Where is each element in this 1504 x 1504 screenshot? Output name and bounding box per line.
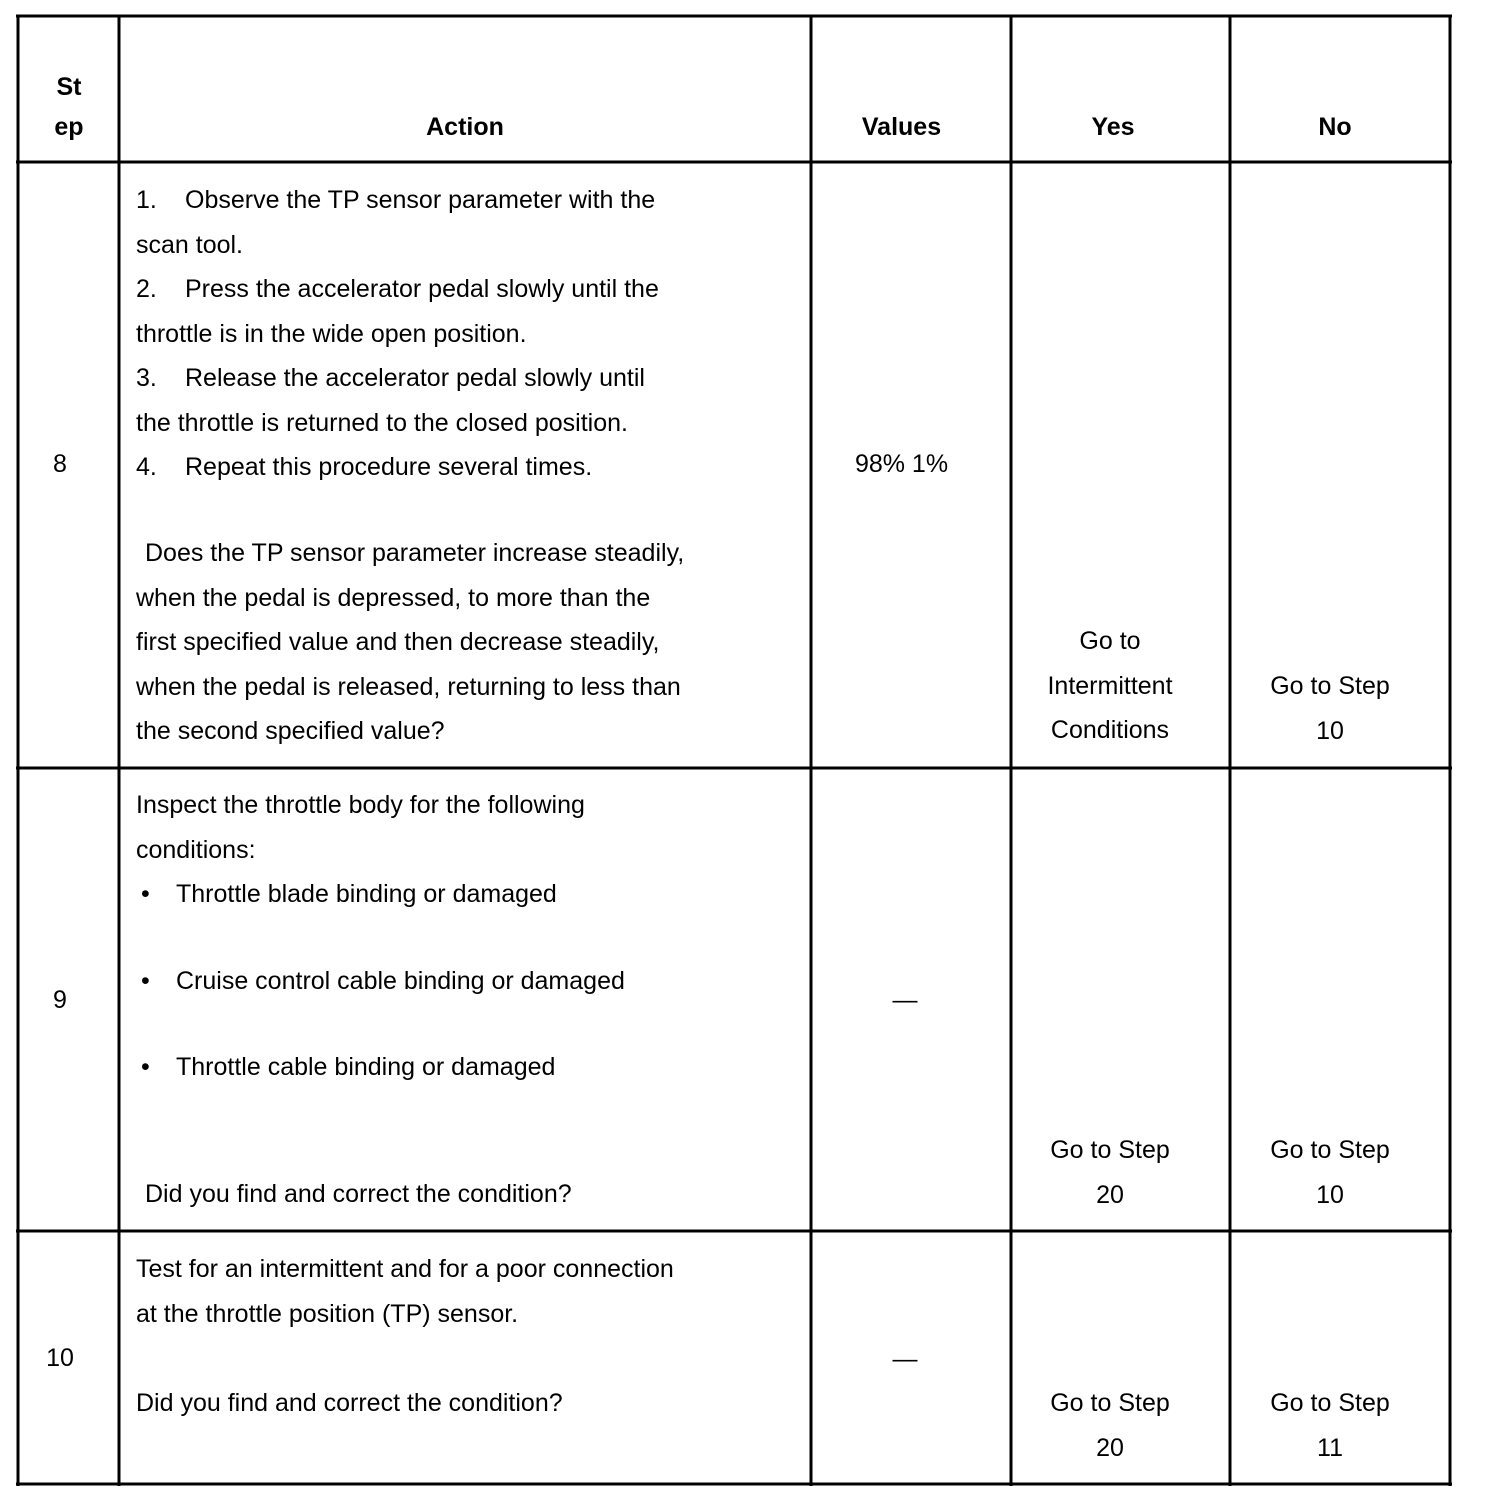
step-number: 10 [46, 1344, 74, 1372]
list-item: • Throttle blade binding or damaged [141, 880, 557, 908]
action-text: 1. Observe the TP sensor parameter with the scan tool. 2. Press the accelerator pedal slowly until the throttle is in the wide open position. 3. Release the accelerator pedal slowly until the throttle is returned to the closed position. 4. Repeat this procedure several times. [136, 178, 659, 490]
yes-link[interactable]: Go to Step 20 [1050, 1136, 1170, 1209]
header-step: St ep [54, 73, 84, 141]
values-cell: 98% 1% [854, 450, 949, 478]
action-text: Inspect the throttle body for the following conditions: [136, 791, 585, 864]
list-item: 1. Observe the TP sensor parameter with the [136, 186, 656, 214]
header-action: Action [426, 113, 504, 141]
question-text: Did you find and correct the condition? [145, 1180, 572, 1208]
yes-link[interactable]: Go to Intermittent Conditions [1047, 627, 1173, 744]
list-item: 3. Release the accelerator pedal slowly until [136, 364, 645, 392]
list-item: • Throttle cable binding or damaged [141, 1053, 556, 1081]
yes-link[interactable]: Go to Step 20 [1050, 1389, 1170, 1462]
step-number: 9 [53, 986, 67, 1014]
list-item: 4. Repeat this procedure several times. [136, 453, 593, 481]
list-item: 2. Press the accelerator pedal slowly until the [136, 275, 659, 303]
action-text: Test for an intermittent and for a poor connection at the throttle position (TP) sensor. [136, 1255, 674, 1328]
header-yes: Yes [1091, 113, 1135, 141]
values-cell: — [892, 1345, 918, 1373]
no-link[interactable]: Go to Step 11 [1270, 1389, 1390, 1462]
no-link[interactable]: Go to Step 10 [1270, 672, 1390, 745]
header-no: No [1318, 113, 1352, 141]
no-link[interactable]: Go to Step 10 [1270, 1136, 1390, 1209]
values-cell: — [892, 986, 918, 1014]
header-values: Values [861, 113, 942, 141]
list-item: • Cruise control cable binding or damaged [141, 967, 625, 995]
step-number: 8 [53, 450, 67, 478]
question-text: Did you find and correct the condition? [136, 1389, 563, 1417]
question-text: Does the TP sensor parameter increase steadily, when the pedal is depressed, to more than the first specified value and then decrease steadily, when the pedal is released, returning to less than the second specified value? [136, 539, 685, 745]
